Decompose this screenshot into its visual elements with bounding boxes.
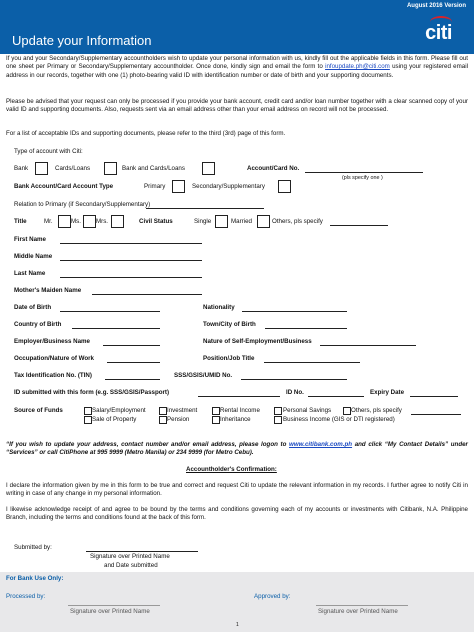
- mrs-label: Mrs.: [96, 218, 109, 225]
- bank-label: Bank: [14, 165, 29, 172]
- approved-by-signature-field[interactable]: [316, 605, 408, 606]
- sss-field[interactable]: [241, 379, 347, 380]
- others-label: Others, pls specify: [272, 218, 323, 225]
- approved-by-caption: Signature over Printed Name: [318, 608, 398, 615]
- employer-label: Employer/Business Name: [14, 338, 90, 345]
- sale-property-checkbox[interactable]: [84, 416, 92, 424]
- occupation-label: Occupation/Nature of Work: [14, 355, 94, 362]
- country-of-birth-label: Country of Birth: [14, 321, 62, 328]
- submitted-by-signature-field[interactable]: [86, 551, 198, 552]
- intro-paragraph-2: Please be advised that your request can only be processed if you provide your bank account, credit card and/or loan number together with a clear scanned copy of your valid ID and supporting documents. Also, requests sent via an email address other than your email address on record will not be processed.: [6, 98, 468, 114]
- pension-checkbox[interactable]: [159, 416, 167, 424]
- mothers-maiden-name-label: Mother's Maiden Name: [14, 287, 82, 294]
- id-submitted-field[interactable]: [198, 396, 280, 397]
- salary-label: Salary/Employment: [92, 407, 146, 414]
- married-checkbox[interactable]: [257, 215, 270, 228]
- source-of-funds-label: Source of Funds: [14, 407, 63, 414]
- country-of-birth-field[interactable]: [72, 328, 160, 329]
- salary-checkbox[interactable]: [84, 407, 92, 415]
- expiry-label: Expiry Date: [370, 389, 405, 396]
- single-label: Single: [194, 218, 212, 225]
- processed-by-label: Processed by:: [6, 593, 46, 600]
- occupation-field[interactable]: [107, 362, 160, 363]
- inheritance-checkbox[interactable]: [212, 416, 220, 424]
- relation-field[interactable]: [146, 208, 264, 209]
- employer-field[interactable]: [103, 345, 160, 346]
- town-city-birth-field[interactable]: [265, 328, 347, 329]
- position-field[interactable]: [264, 362, 360, 363]
- position-label: Position/Job Title: [203, 355, 255, 362]
- header-divider: [0, 52, 474, 54]
- mr-checkbox[interactable]: [58, 215, 71, 228]
- page-number: 1: [236, 622, 239, 628]
- business-income-checkbox[interactable]: [274, 416, 282, 424]
- id-no-field[interactable]: [308, 396, 364, 397]
- id-submitted-label: ID submitted with this form (e.g. SSS/GSIS/Passport): [14, 389, 170, 396]
- mothers-maiden-name-field[interactable]: [92, 294, 202, 295]
- rental-label: Rental Income: [220, 407, 260, 414]
- last-name-label: Last Name: [14, 270, 46, 277]
- funds-others-field[interactable]: [411, 414, 461, 415]
- acknowledgement-paragraph: I likewise acknowledge receipt of and agree to be bound by the terms and conditions governing each of my accounts or investments with Citibank, N.A. Philippine Branch, including the terms and conditions found at the back of this form.: [6, 506, 468, 522]
- sale-property-label: Sale of Property: [92, 416, 137, 423]
- tin-label: Tax Identification No. (TIN): [14, 372, 92, 379]
- intro-paragraph-1: If you and your Secondary/Supplementary accountholders wish to update your personal information with us, kindly fill out the applicable fields in this form. Please fill out one sheet per Primary or Secondary/Supplementary accountholder. Once done, kindly sign and email the form to infoupdate.ph@citi.com using your registered email address in our records, together with one (1) photo-bearing valid ID with identification number or date of birth and your supporting documents.: [6, 55, 468, 79]
- approved-by-label: Approved by:: [254, 593, 291, 600]
- investment-checkbox[interactable]: [159, 407, 167, 415]
- nationality-field[interactable]: [242, 311, 347, 312]
- bank-account-type-label: Bank Account/Card Account Type: [14, 183, 114, 190]
- mrs-checkbox[interactable]: [111, 215, 124, 228]
- funds-others-checkbox[interactable]: [343, 407, 351, 415]
- relation-label: Relation to Primary (if Secondary/Supplementary): [14, 201, 151, 208]
- header-banner: [0, 0, 474, 52]
- expiry-field[interactable]: [410, 396, 458, 397]
- funds-others-label: Others, pls specify: [351, 407, 402, 414]
- citibank-website-link[interactable]: www.citibank.com.ph: [289, 441, 353, 448]
- declaration-paragraph: I declare the information given by me in this form to be true and correct and request Citi to update the relevant information in my records. I further agree to notify Citi in writing in case of any change in my personal information.: [6, 482, 468, 498]
- bank-and-cards-label: Bank and Cards/Loans: [122, 165, 185, 172]
- type-of-account-label: Type of account with Citi:: [14, 148, 83, 155]
- pension-label: Pension: [167, 416, 190, 423]
- bank-use-heading: For Bank Use Only:: [6, 575, 64, 582]
- dob-label: Date of Birth: [14, 304, 52, 311]
- sss-label: SSS/GSIS/UMID No.: [174, 372, 233, 379]
- signature-caption-line2: and Date submitted: [104, 562, 158, 569]
- bank-checkbox[interactable]: [35, 162, 48, 175]
- ms-label: Ms.: [71, 218, 81, 225]
- nationality-label: Nationality: [203, 304, 235, 311]
- first-name-label: First Name: [14, 236, 46, 243]
- primary-label: Primary: [144, 183, 166, 190]
- processed-by-caption: Signature over Printed Name: [70, 608, 150, 615]
- single-checkbox[interactable]: [215, 215, 228, 228]
- page-title: Update your Information: [12, 33, 152, 48]
- contact-update-notice: “If you wish to update your address, contact number and/or email address, please logon to www.citibank.com.ph and click “My Contact Details” under “Services” or call CitiPhone at 995 9999 (Metro Manila) or 234 9999 (for Metro Cebu).: [6, 441, 468, 457]
- middle-name-field[interactable]: [60, 260, 202, 261]
- submitted-by-label: Submitted by:: [14, 544, 52, 551]
- nature-self-employment-label: Nature of Self-Employment/Business: [203, 338, 312, 345]
- signature-caption-line1: Signature over Printed Name: [90, 553, 170, 560]
- nature-self-employment-field[interactable]: [320, 345, 416, 346]
- civil-status-others-field[interactable]: [330, 225, 388, 226]
- intro-paragraph-3: For a list of acceptable IDs and supporting documents, please refer to the third (3rd) page of this form.: [6, 130, 286, 137]
- account-card-no-label: Account/Card No.: [247, 165, 300, 172]
- middle-name-label: Middle Name: [14, 253, 53, 260]
- cards-loans-label: Cards/Loans: [55, 165, 91, 172]
- id-no-label: ID No.: [286, 389, 304, 396]
- mr-label: Mr.: [44, 218, 53, 225]
- civil-status-label: Civil Status: [139, 218, 173, 225]
- primary-checkbox[interactable]: [172, 180, 185, 193]
- processed-by-signature-field[interactable]: [68, 605, 160, 606]
- secondary-label: Secondary/Supplementary: [192, 183, 265, 190]
- ms-checkbox[interactable]: [83, 215, 96, 228]
- married-label: Married: [231, 218, 252, 225]
- version-label: August 2016 Version: [406, 3, 466, 9]
- savings-checkbox[interactable]: [274, 407, 282, 415]
- cards-loans-checkbox[interactable]: [104, 162, 117, 175]
- inheritance-label: Inheritance: [220, 416, 251, 423]
- last-name-field[interactable]: [60, 277, 202, 278]
- rental-checkbox[interactable]: [212, 407, 220, 415]
- citi-logo: citi: [425, 22, 452, 44]
- bank-and-cards-checkbox[interactable]: [202, 162, 215, 175]
- savings-label: Personal Savings: [283, 407, 332, 414]
- dob-field[interactable]: [60, 311, 160, 312]
- confirmation-heading: Accountholder's Confirmation:: [186, 466, 277, 473]
- investment-label: Investment: [167, 407, 198, 414]
- business-income-label: Business Income (GIS or DTI registered): [283, 416, 395, 423]
- first-name-field[interactable]: [60, 243, 202, 244]
- title-label: Title: [14, 218, 27, 225]
- account-card-no-field[interactable]: [305, 172, 423, 173]
- pls-specify-one-note: (pls specify one ): [342, 175, 383, 181]
- secondary-checkbox[interactable]: [278, 180, 291, 193]
- town-city-birth-label: Town/City of Birth: [203, 321, 256, 328]
- tin-field[interactable]: [105, 379, 160, 380]
- email-link[interactable]: infoupdate.ph@citi.com: [325, 63, 390, 71]
